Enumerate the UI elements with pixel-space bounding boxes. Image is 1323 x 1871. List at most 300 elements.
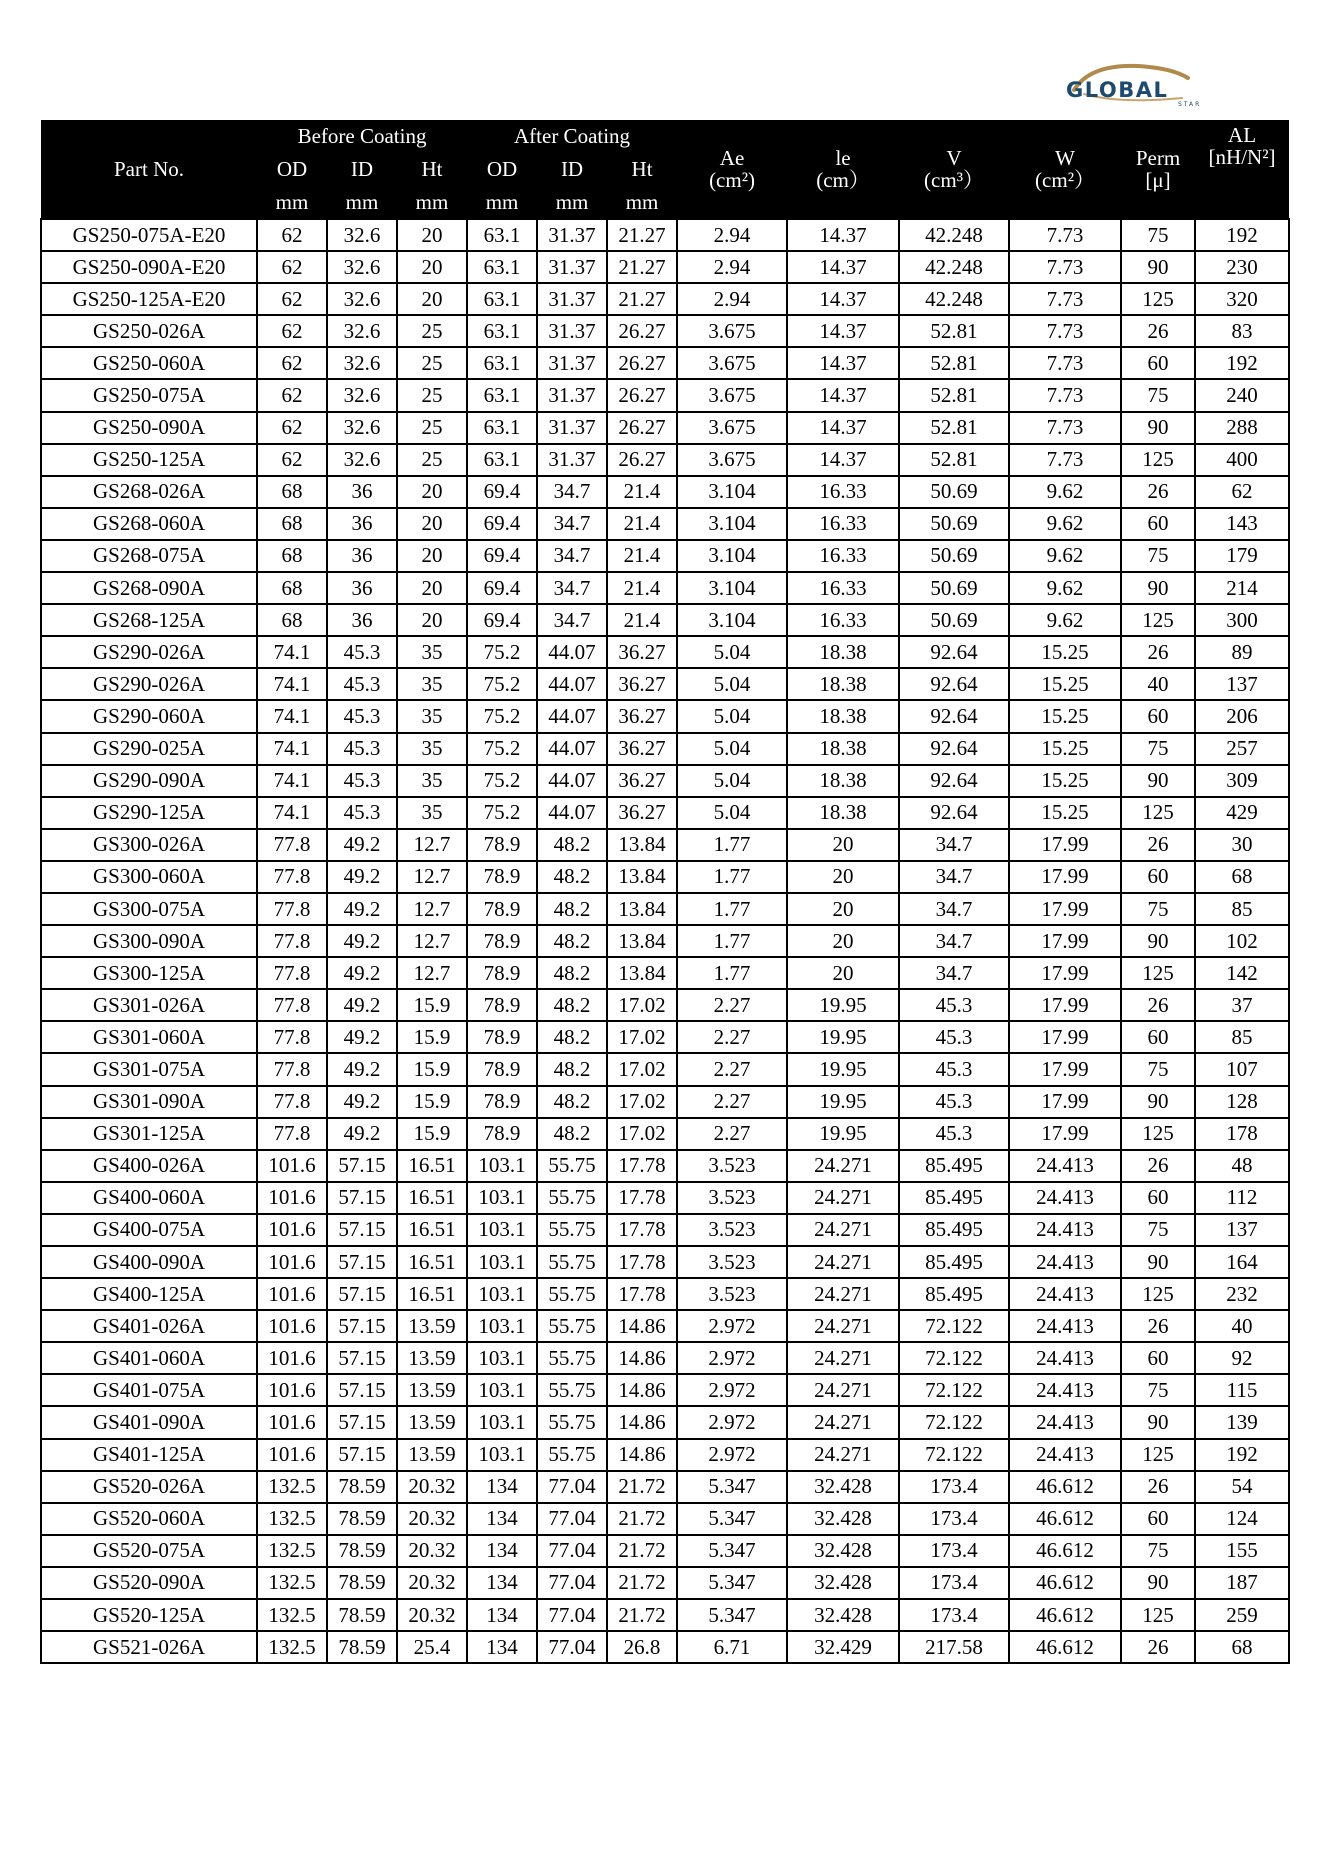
cell-v: 173.4 (899, 1471, 1009, 1503)
cell-w: 9.62 (1009, 540, 1121, 572)
header-after-id: ID (537, 152, 607, 186)
header-after-coating: After Coating (467, 120, 677, 152)
cell-after-od: 134 (467, 1599, 537, 1631)
cell-part-no: GS290-090A (41, 765, 257, 797)
cell-al: 300 (1195, 604, 1289, 636)
cell-after-od: 69.4 (467, 476, 537, 508)
cell-before-id: 49.2 (327, 1053, 397, 1085)
cell-before-od: 62 (257, 315, 327, 347)
cell-after-od: 103.1 (467, 1406, 537, 1438)
cell-after-ht: 21.72 (607, 1471, 677, 1503)
cell-before-ht: 12.7 (397, 829, 467, 861)
cell-ae: 5.347 (677, 1599, 787, 1631)
cell-before-ht: 25.4 (397, 1631, 467, 1663)
table-row (41, 989, 1289, 1021)
cell-before-id: 57.15 (327, 1310, 397, 1342)
cell-perm: 90 (1121, 1086, 1195, 1118)
cell-le: 24.271 (787, 1214, 899, 1246)
cell-ae: 2.27 (677, 1053, 787, 1085)
cell-before-ht: 15.9 (397, 989, 467, 1021)
cell-after-ht: 21.4 (607, 572, 677, 604)
cell-w: 17.99 (1009, 925, 1121, 957)
cell-ae: 1.77 (677, 829, 787, 861)
logo-text: GLOBAL (1066, 78, 1169, 102)
cell-after-ht: 21.27 (607, 251, 677, 283)
cell-al: 137 (1195, 1214, 1289, 1246)
cell-al: 288 (1195, 412, 1289, 444)
cell-after-id: 31.37 (537, 412, 607, 444)
cell-v: 52.81 (899, 412, 1009, 444)
cell-before-ht: 13.59 (397, 1439, 467, 1471)
cell-part-no: GS290-025A (41, 733, 257, 765)
cell-al: 192 (1195, 219, 1289, 251)
cell-after-id: 48.2 (537, 925, 607, 957)
cell-after-id: 48.2 (537, 1021, 607, 1053)
cell-before-ht: 16.51 (397, 1214, 467, 1246)
cell-after-ht: 17.78 (607, 1278, 677, 1310)
cell-before-id: 36 (327, 572, 397, 604)
cell-ae: 3.523 (677, 1150, 787, 1182)
table-body (41, 219, 1289, 1663)
header-unit-mm: mm (257, 186, 327, 219)
cell-after-id: 48.2 (537, 829, 607, 861)
cell-after-od: 63.1 (467, 347, 537, 379)
header-unit-mm: mm (397, 186, 467, 219)
cell-before-ht: 13.59 (397, 1310, 467, 1342)
cell-le: 24.271 (787, 1246, 899, 1278)
cell-before-id: 57.15 (327, 1439, 397, 1471)
cell-after-od: 134 (467, 1471, 537, 1503)
cell-after-od: 63.1 (467, 219, 537, 251)
cell-perm: 26 (1121, 989, 1195, 1021)
cell-after-od: 103.1 (467, 1278, 537, 1310)
cell-ae: 5.04 (677, 765, 787, 797)
cell-before-id: 49.2 (327, 925, 397, 957)
table-row (41, 379, 1289, 411)
cell-after-ht: 21.4 (607, 508, 677, 540)
cell-before-ht: 20.32 (397, 1599, 467, 1631)
cell-ae: 5.347 (677, 1535, 787, 1567)
cell-v: 72.122 (899, 1374, 1009, 1406)
cell-before-id: 32.6 (327, 251, 397, 283)
cell-before-id: 32.6 (327, 444, 397, 476)
cell-ae: 3.104 (677, 604, 787, 636)
cell-after-id: 44.07 (537, 636, 607, 668)
cell-part-no: GS290-060A (41, 700, 257, 732)
table-row (41, 540, 1289, 572)
cell-al: 178 (1195, 1118, 1289, 1150)
table-row (41, 700, 1289, 732)
cell-perm: 90 (1121, 1246, 1195, 1278)
cell-part-no: GS520-075A (41, 1535, 257, 1567)
cell-before-ht: 20 (397, 540, 467, 572)
cell-ae: 3.675 (677, 412, 787, 444)
table-row (41, 219, 1289, 251)
cell-v: 52.81 (899, 444, 1009, 476)
cell-le: 20 (787, 925, 899, 957)
cell-after-ht: 13.84 (607, 829, 677, 861)
table-row (41, 1278, 1289, 1310)
cell-before-ht: 20 (397, 476, 467, 508)
cell-w: 24.413 (1009, 1182, 1121, 1214)
cell-al: 259 (1195, 1599, 1289, 1631)
cell-perm: 60 (1121, 700, 1195, 732)
cell-after-id: 31.37 (537, 219, 607, 251)
cell-before-od: 62 (257, 379, 327, 411)
cell-al: 48 (1195, 1150, 1289, 1182)
cell-ae: 2.972 (677, 1342, 787, 1374)
cell-before-id: 49.2 (327, 861, 397, 893)
cell-v: 34.7 (899, 829, 1009, 861)
cell-before-od: 74.1 (257, 700, 327, 732)
cell-after-id: 31.37 (537, 251, 607, 283)
cell-le: 14.37 (787, 283, 899, 315)
cell-le: 16.33 (787, 476, 899, 508)
cell-ae: 2.27 (677, 1021, 787, 1053)
cell-v: 85.495 (899, 1150, 1009, 1182)
cell-perm: 60 (1121, 347, 1195, 379)
cell-v: 72.122 (899, 1439, 1009, 1471)
cell-le: 24.271 (787, 1342, 899, 1374)
cell-v: 85.495 (899, 1278, 1009, 1310)
cell-after-od: 69.4 (467, 540, 537, 572)
cell-al: 124 (1195, 1503, 1289, 1535)
table-row (41, 1182, 1289, 1214)
cell-after-od: 78.9 (467, 829, 537, 861)
cell-part-no: GS301-060A (41, 1021, 257, 1053)
cell-after-id: 44.07 (537, 700, 607, 732)
cell-part-no: GS268-075A (41, 540, 257, 572)
cell-part-no: GS400-075A (41, 1214, 257, 1246)
cell-w: 46.612 (1009, 1471, 1121, 1503)
cell-ae: 3.523 (677, 1246, 787, 1278)
cell-w: 15.25 (1009, 733, 1121, 765)
cell-al: 112 (1195, 1182, 1289, 1214)
cell-al: 92 (1195, 1342, 1289, 1374)
cell-before-od: 62 (257, 251, 327, 283)
cell-w: 9.62 (1009, 476, 1121, 508)
cell-before-ht: 20 (397, 508, 467, 540)
cell-after-od: 75.2 (467, 765, 537, 797)
cell-le: 24.271 (787, 1150, 899, 1182)
cell-before-od: 132.5 (257, 1535, 327, 1567)
cell-part-no: GS400-125A (41, 1278, 257, 1310)
cell-al: 155 (1195, 1535, 1289, 1567)
cell-perm: 60 (1121, 861, 1195, 893)
cell-after-od: 103.1 (467, 1310, 537, 1342)
cell-before-ht: 12.7 (397, 861, 467, 893)
cell-before-id: 57.15 (327, 1406, 397, 1438)
cell-after-ht: 26.27 (607, 444, 677, 476)
cell-v: 45.3 (899, 1086, 1009, 1118)
cell-before-ht: 20 (397, 251, 467, 283)
cell-w: 46.612 (1009, 1599, 1121, 1631)
cell-ae: 3.523 (677, 1278, 787, 1310)
table-row (41, 1503, 1289, 1535)
cell-before-od: 77.8 (257, 893, 327, 925)
cell-le: 19.95 (787, 989, 899, 1021)
cell-before-ht: 20 (397, 604, 467, 636)
cell-al: 143 (1195, 508, 1289, 540)
cell-ae: 3.523 (677, 1214, 787, 1246)
cell-before-id: 49.2 (327, 989, 397, 1021)
cell-part-no: GS250-125A-E20 (41, 283, 257, 315)
cell-after-ht: 17.78 (607, 1182, 677, 1214)
cell-le: 32.429 (787, 1631, 899, 1663)
cell-before-ht: 13.59 (397, 1342, 467, 1374)
cell-before-ht: 12.7 (397, 893, 467, 925)
cell-al: 257 (1195, 733, 1289, 765)
cell-perm: 26 (1121, 829, 1195, 861)
cell-before-id: 36 (327, 540, 397, 572)
cell-before-od: 101.6 (257, 1406, 327, 1438)
cell-al: 164 (1195, 1246, 1289, 1278)
cell-perm: 75 (1121, 1053, 1195, 1085)
cell-before-id: 78.59 (327, 1503, 397, 1535)
cell-after-od: 78.9 (467, 1086, 537, 1118)
cell-ae: 5.04 (677, 668, 787, 700)
cell-before-id: 32.6 (327, 379, 397, 411)
cell-part-no: GS520-026A (41, 1471, 257, 1503)
cell-al: 54 (1195, 1471, 1289, 1503)
cell-before-ht: 35 (397, 797, 467, 829)
cell-after-od: 75.2 (467, 797, 537, 829)
cell-before-od: 132.5 (257, 1599, 327, 1631)
cell-after-od: 75.2 (467, 733, 537, 765)
global-star-logo (1060, 60, 1220, 122)
cell-before-ht: 13.59 (397, 1374, 467, 1406)
cell-after-id: 55.75 (537, 1310, 607, 1342)
cell-le: 14.37 (787, 251, 899, 283)
cell-perm: 75 (1121, 219, 1195, 251)
header-before-coating: Before Coating (257, 120, 467, 152)
cell-before-id: 32.6 (327, 283, 397, 315)
cell-part-no: GS401-060A (41, 1342, 257, 1374)
cell-part-no: GS520-090A (41, 1567, 257, 1599)
cell-perm: 75 (1121, 1374, 1195, 1406)
cell-ae: 3.104 (677, 476, 787, 508)
header-perm: Perm [μ] (1121, 120, 1195, 219)
cell-before-id: 57.15 (327, 1278, 397, 1310)
cell-v: 45.3 (899, 989, 1009, 1021)
cell-after-ht: 14.86 (607, 1406, 677, 1438)
header-w: W (cm²） (1009, 120, 1121, 219)
cell-before-id: 57.15 (327, 1182, 397, 1214)
cell-after-ht: 17.78 (607, 1214, 677, 1246)
cell-w: 15.25 (1009, 797, 1121, 829)
cell-before-id: 57.15 (327, 1214, 397, 1246)
cell-v: 217.58 (899, 1631, 1009, 1663)
header-ae: Ae (cm²) (677, 120, 787, 219)
cell-w: 9.62 (1009, 604, 1121, 636)
cell-w: 46.612 (1009, 1503, 1121, 1535)
cell-le: 18.38 (787, 636, 899, 668)
cell-part-no: GS401-075A (41, 1374, 257, 1406)
cell-al: 68 (1195, 861, 1289, 893)
cell-al: 179 (1195, 540, 1289, 572)
cell-ae: 3.675 (677, 347, 787, 379)
cell-ae: 3.523 (677, 1182, 787, 1214)
cell-before-ht: 20 (397, 572, 467, 604)
table-row (41, 1374, 1289, 1406)
cell-ae: 3.104 (677, 572, 787, 604)
cell-v: 52.81 (899, 315, 1009, 347)
cell-before-od: 62 (257, 219, 327, 251)
cell-v: 72.122 (899, 1342, 1009, 1374)
cell-before-id: 49.2 (327, 829, 397, 861)
cell-after-od: 78.9 (467, 1053, 537, 1085)
cell-part-no: GS250-125A (41, 444, 257, 476)
table-row (41, 444, 1289, 476)
cell-part-no: GS250-026A (41, 315, 257, 347)
table-header (41, 120, 1289, 219)
cell-le: 16.33 (787, 604, 899, 636)
cell-after-ht: 26.27 (607, 347, 677, 379)
cell-w: 46.612 (1009, 1567, 1121, 1599)
cell-after-ht: 17.02 (607, 1118, 677, 1150)
cell-ae: 2.972 (677, 1310, 787, 1342)
table-row (41, 1246, 1289, 1278)
cell-after-ht: 21.27 (607, 219, 677, 251)
cell-before-id: 32.6 (327, 315, 397, 347)
cell-perm: 75 (1121, 733, 1195, 765)
cell-perm: 75 (1121, 379, 1195, 411)
cell-perm: 75 (1121, 540, 1195, 572)
cell-after-id: 77.04 (537, 1471, 607, 1503)
cell-ae: 5.347 (677, 1567, 787, 1599)
cell-w: 17.99 (1009, 989, 1121, 1021)
cell-ae: 1.77 (677, 925, 787, 957)
cell-before-ht: 13.59 (397, 1406, 467, 1438)
cell-perm: 125 (1121, 1439, 1195, 1471)
cell-le: 24.271 (787, 1406, 899, 1438)
cell-ae: 3.104 (677, 508, 787, 540)
table-row (41, 476, 1289, 508)
cell-v: 34.7 (899, 893, 1009, 925)
cell-part-no: GS300-026A (41, 829, 257, 861)
cell-before-od: 62 (257, 283, 327, 315)
cell-le: 18.38 (787, 733, 899, 765)
cell-before-od: 74.1 (257, 797, 327, 829)
cell-after-id: 77.04 (537, 1599, 607, 1631)
cell-before-id: 57.15 (327, 1150, 397, 1182)
cell-after-id: 55.75 (537, 1278, 607, 1310)
cell-w: 7.73 (1009, 444, 1121, 476)
table-row (41, 1053, 1289, 1085)
cell-after-ht: 21.72 (607, 1599, 677, 1631)
cell-before-od: 68 (257, 604, 327, 636)
cell-al: 89 (1195, 636, 1289, 668)
cell-part-no: GS401-090A (41, 1406, 257, 1438)
cell-before-id: 78.59 (327, 1599, 397, 1631)
cell-part-no: GS290-026A (41, 668, 257, 700)
cell-after-ht: 17.78 (607, 1150, 677, 1182)
cell-al: 240 (1195, 379, 1289, 411)
cell-after-od: 63.1 (467, 412, 537, 444)
cell-v: 34.7 (899, 957, 1009, 989)
cell-after-od: 103.1 (467, 1342, 537, 1374)
cell-v: 173.4 (899, 1503, 1009, 1535)
cell-before-id: 49.2 (327, 1118, 397, 1150)
table-row (41, 251, 1289, 283)
cell-after-id: 77.04 (537, 1567, 607, 1599)
cell-after-od: 63.1 (467, 379, 537, 411)
table-row (41, 925, 1289, 957)
cell-before-id: 78.59 (327, 1631, 397, 1663)
cell-after-od: 78.9 (467, 925, 537, 957)
cell-before-od: 101.6 (257, 1342, 327, 1374)
cell-perm: 75 (1121, 1535, 1195, 1567)
cell-after-od: 78.9 (467, 1118, 537, 1150)
cell-w: 17.99 (1009, 957, 1121, 989)
cell-after-ht: 26.8 (607, 1631, 677, 1663)
table-row (41, 636, 1289, 668)
header-le: le (cm） (787, 120, 899, 219)
cell-part-no: GS250-090A-E20 (41, 251, 257, 283)
cell-before-od: 77.8 (257, 925, 327, 957)
cell-perm: 125 (1121, 957, 1195, 989)
cell-w: 7.73 (1009, 315, 1121, 347)
cell-ae: 2.27 (677, 989, 787, 1021)
cell-before-od: 68 (257, 508, 327, 540)
cell-part-no: GS400-060A (41, 1182, 257, 1214)
cell-w: 17.99 (1009, 1021, 1121, 1053)
cell-ae: 3.675 (677, 315, 787, 347)
table-row (41, 1021, 1289, 1053)
cell-after-id: 48.2 (537, 1086, 607, 1118)
table-row (41, 283, 1289, 315)
cell-al: 102 (1195, 925, 1289, 957)
cell-ae: 5.04 (677, 797, 787, 829)
cell-w: 24.413 (1009, 1278, 1121, 1310)
cell-before-od: 62 (257, 444, 327, 476)
cell-after-id: 55.75 (537, 1150, 607, 1182)
cell-al: 309 (1195, 765, 1289, 797)
table-row (41, 861, 1289, 893)
cell-after-od: 78.9 (467, 957, 537, 989)
cell-perm: 125 (1121, 1278, 1195, 1310)
table-row (41, 1567, 1289, 1599)
table-row (41, 1599, 1289, 1631)
cell-perm: 60 (1121, 508, 1195, 540)
cell-before-id: 57.15 (327, 1342, 397, 1374)
cell-w: 17.99 (1009, 893, 1121, 925)
cell-after-od: 103.1 (467, 1439, 537, 1471)
core-spec-table (40, 120, 1290, 1664)
cell-before-ht: 25 (397, 412, 467, 444)
cell-w: 17.99 (1009, 861, 1121, 893)
cell-before-id: 45.3 (327, 765, 397, 797)
cell-before-ht: 35 (397, 668, 467, 700)
cell-le: 14.37 (787, 444, 899, 476)
cell-v: 92.64 (899, 668, 1009, 700)
cell-after-ht: 14.86 (607, 1342, 677, 1374)
cell-le: 18.38 (787, 797, 899, 829)
cell-le: 16.33 (787, 508, 899, 540)
cell-after-id: 44.07 (537, 765, 607, 797)
cell-w: 46.612 (1009, 1631, 1121, 1663)
cell-before-id: 49.2 (327, 893, 397, 925)
cell-after-od: 63.1 (467, 315, 537, 347)
table-row (41, 893, 1289, 925)
cell-before-od: 68 (257, 476, 327, 508)
cell-le: 18.38 (787, 765, 899, 797)
cell-ae: 3.675 (677, 444, 787, 476)
cell-after-id: 34.7 (537, 572, 607, 604)
cell-after-od: 78.9 (467, 893, 537, 925)
cell-after-od: 78.9 (467, 1021, 537, 1053)
cell-before-id: 32.6 (327, 412, 397, 444)
